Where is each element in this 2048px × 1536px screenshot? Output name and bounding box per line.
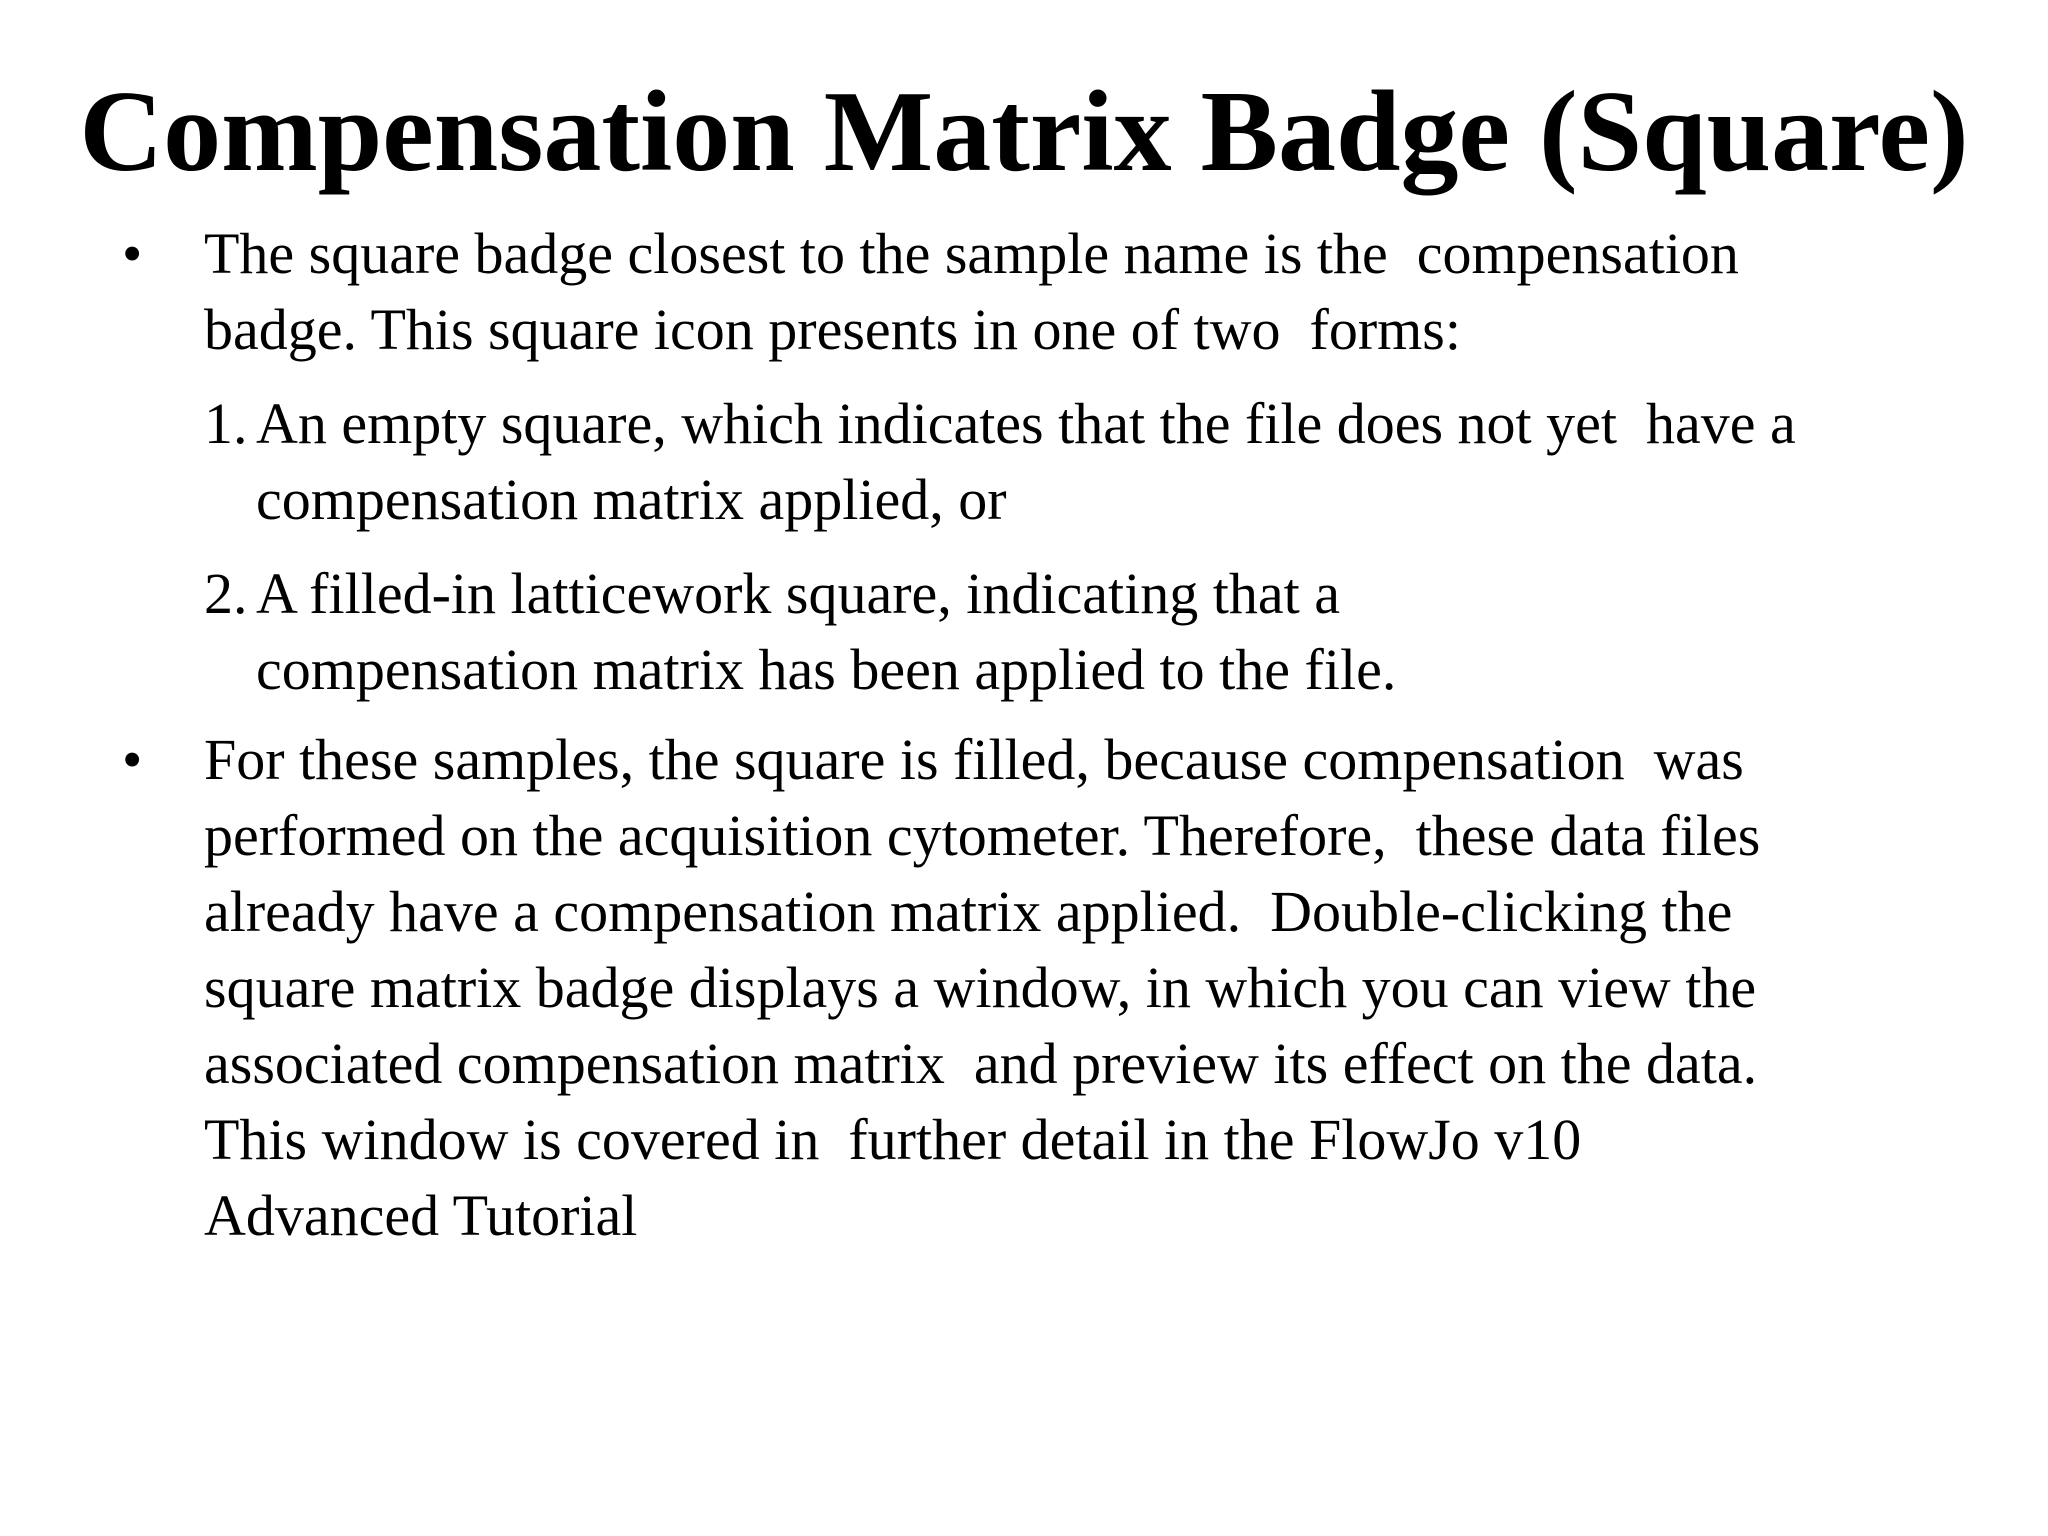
bullet2-line3: already have a compensation matrix applied. Double-clicking the	[204, 879, 1733, 944]
slide-title: Compensation Matrix Badge (Square)	[79, 68, 1969, 196]
item1-line2: compensation matrix applied, or	[256, 467, 1007, 532]
bullet2-line7: Advanced Tutorial	[204, 1183, 638, 1248]
item1-line1: An empty square, which indicates that the file does not yet have a	[256, 391, 1796, 456]
item2-line2: compensation matrix has been applied to the file.	[256, 637, 1397, 702]
bullet2-line6: This window is covered in further detail in the FlowJo v10	[204, 1107, 1582, 1172]
bullet1-line1: The square badge closest to the sample name is the compensation	[204, 221, 1739, 286]
item2-number: 2.	[204, 561, 248, 626]
bullet-marker: •	[122, 221, 143, 286]
bullet2-line1: For these samples, the square is filled, because compensation was	[204, 727, 1744, 792]
item2-line1: A filled-in latticework square, indicating that a	[256, 561, 1340, 626]
bullet2-line4: square matrix badge displays a window, in which you can view the	[204, 955, 1757, 1020]
item1-number: 1.	[204, 391, 248, 456]
bullet1-line2: badge. This square icon presents in one of two forms:	[204, 297, 1461, 362]
bullet2-line2: performed on the acquisition cytometer. Therefore, these data files	[204, 803, 1761, 868]
bullet2-line5: associated compensation matrix and preview its effect on the data.	[204, 1031, 1758, 1096]
bullet-marker: •	[122, 727, 143, 792]
